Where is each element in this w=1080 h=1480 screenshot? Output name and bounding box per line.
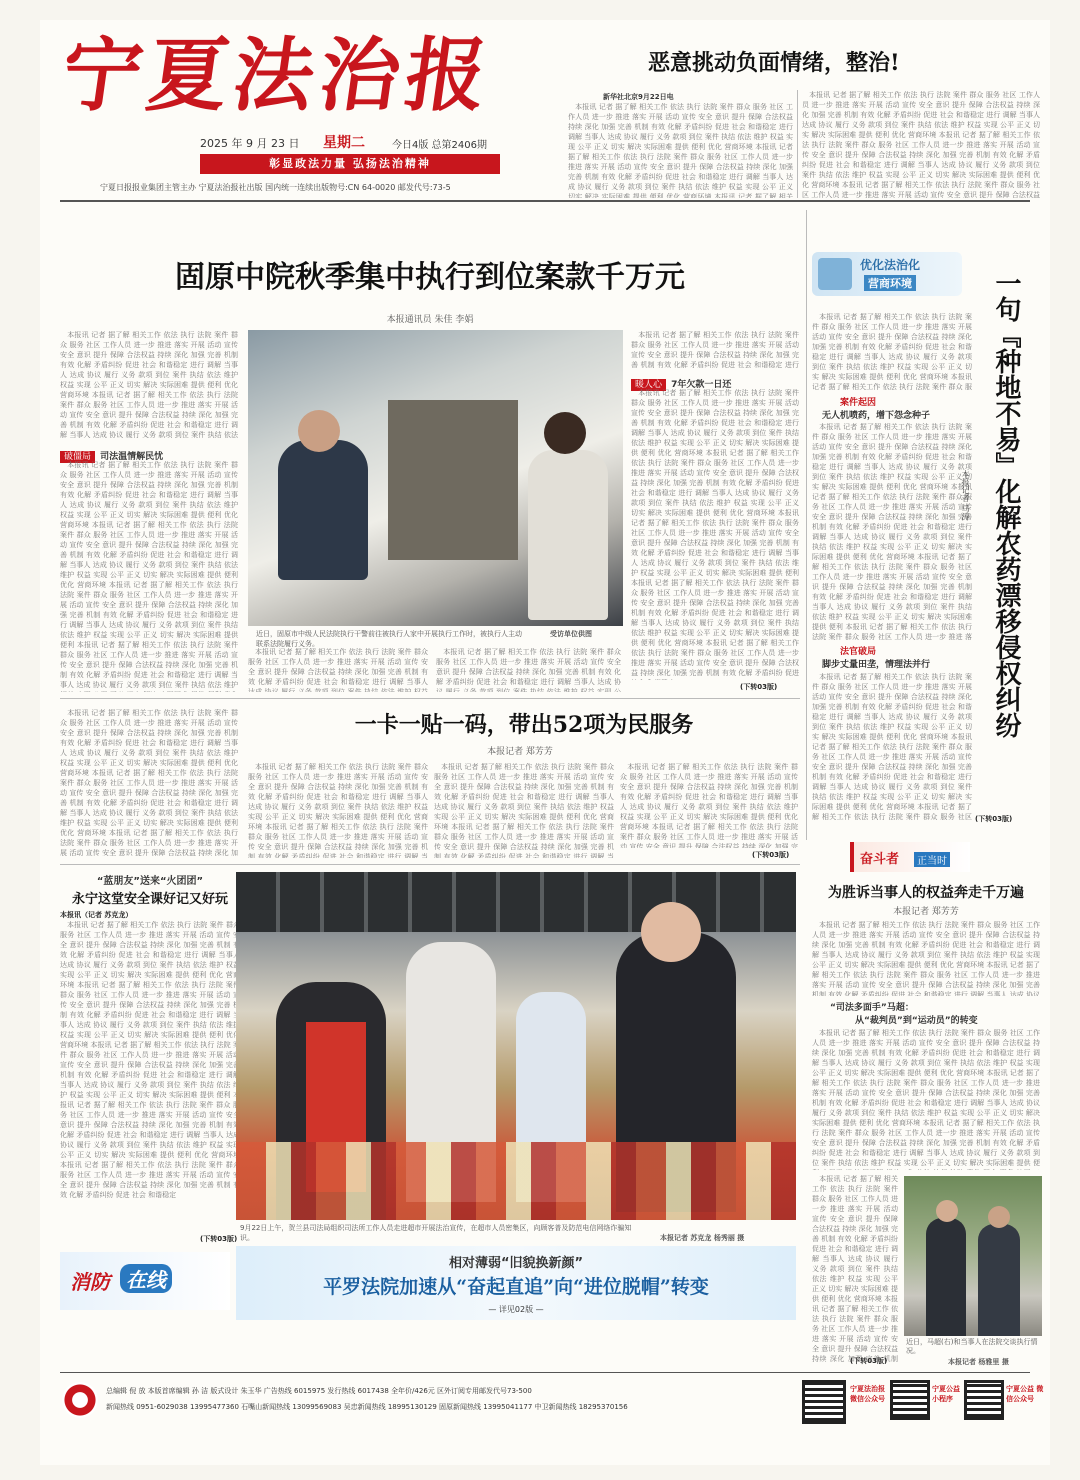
fighter-badge-text: 奋斗者: [860, 852, 900, 867]
bottom-banner: [236, 1246, 796, 1320]
second-col1: [248, 762, 428, 858]
second-col3: [620, 762, 798, 848]
column-badge: [812, 252, 962, 296]
community-col1: [60, 708, 238, 858]
qr2-label: 宁夏公益 小程序: [932, 1385, 960, 1403]
fire-online-logo-a: 消防: [70, 1270, 110, 1294]
fighter-continued: (下转03版): [850, 1357, 888, 1365]
lead-continued: (下转03版): [740, 683, 778, 691]
qr1-label: 宁夏法治报 微信公众号: [850, 1385, 885, 1403]
newspaper-page: [40, 20, 1050, 1465]
fighter-badge-sub: 正当时: [914, 852, 950, 867]
bottom-banner-kicker: 相对薄弱“旧貌换新颜”: [448, 1256, 584, 1271]
lead-col1-a: [60, 330, 238, 440]
fire-headline: 永宁这堂安全课好记又好玩: [71, 892, 228, 907]
lead-sec-1: 司法温情解民忧: [100, 452, 164, 462]
city-icon: [818, 258, 852, 290]
fighter-credit: 本报记者 杨雅里 摄: [948, 1358, 1009, 1366]
sidebar-headline-vertical: [990, 270, 1022, 790]
fighter-headline: 为胜诉当事人的权益奔走千万遍: [828, 885, 1024, 901]
lead-col2-b: [248, 647, 428, 692]
sidebar-continued: (下转03版): [975, 815, 1013, 823]
lead-tag-2: 暖人心: [631, 379, 666, 391]
fire-body: [60, 920, 240, 1232]
second-col2: [434, 762, 614, 858]
lead-col1-b: [60, 460, 238, 692]
lead-photo-credit: 受访单位供图: [550, 630, 592, 638]
fire-byline: 本报讯（记者 苏克龙）: [60, 911, 133, 919]
bottom-banner-headline: 平罗法院加速从“奋起直追”向“进位脱帽”转变: [323, 1276, 709, 1298]
lead-section-2: [631, 372, 799, 390]
lead-photo: [248, 330, 623, 626]
fighter-col-a: [812, 920, 1040, 996]
qr-code-icon: [802, 1380, 846, 1424]
sidebar-headline-b: 化解农药漂移侵权纠纷: [991, 478, 1021, 738]
footer-line1: 总编辑 倪 放 本版首席编辑 孙 洁 版式设计 朱玉华 广告热线 6015975 发行热线 6017438 全年价/426元 区外订阅专用邮发代号73-500: [106, 1387, 532, 1395]
column-badge-line2: 营商环境: [864, 275, 916, 291]
center-photo-credit: 本报记者 苏克龙 杨秀丽 摄: [660, 1234, 745, 1242]
bottom-banner-jump: — 详见02版 —: [488, 1305, 544, 1314]
fighter-col-b: [812, 1028, 1040, 1170]
sidebar-col-c: [812, 672, 972, 822]
lead-col3-b: [436, 647, 621, 692]
fighter-sec-sub: 从“裁判员”到“运动员”的转变: [855, 1016, 978, 1026]
issue-edition: 今日4版 总第2406期: [392, 140, 487, 151]
publisher-line: 宁夏日报报业集团主管主办 宁夏法治报社出版 国内统一连续出版物号:CN 64-0020 邮发代号:73-5: [100, 183, 451, 192]
lead-tag-1: 破僵局: [60, 451, 95, 463]
slogan-bar: 彰显政法力量 弘扬法治精神: [200, 154, 500, 174]
sidebar-sec1-sub: 无人机喷药，增下怨念种子: [822, 411, 931, 421]
fire-online-logo: [60, 1252, 230, 1310]
masthead-title: 宁夏法治报: [55, 28, 499, 122]
second-continued: (下转03版): [752, 851, 790, 859]
fire-kicker: “蓝朋友”送来“火团团”: [96, 876, 204, 887]
lead-col4-b: [631, 388, 799, 680]
sidebar-sec2-sub: 脚步丈量田垄，情理法并行: [822, 660, 931, 670]
qr-code-icon-2: [964, 1380, 1004, 1420]
fighter-sec: “司法多面手”马超：: [830, 1003, 914, 1013]
footer-line2: 新闻热线 0951-6029038 13995477360 石嘴山新闻热线 13099569083 吴忠新闻热线 18995130129 固原新闻热线 13995041177 中卫新闻热线 18295370156: [106, 1403, 628, 1411]
sidebar-sec1: 案件起因: [840, 398, 877, 408]
fighter-col-c: [812, 1174, 898, 1364]
top-story-headline: 恶意挑动负面情绪，整治!: [648, 50, 900, 76]
fighter-badge: [850, 842, 970, 872]
newspaper-logo-icon: [62, 1382, 98, 1418]
lead-section-1: [60, 444, 238, 462]
lead-byline: 本报通讯员 朱佳 李娟: [386, 315, 474, 325]
fire-continued: (下转03版): [200, 1235, 238, 1243]
second-headline: 一卡一贴一码，带出52项为民服务: [354, 712, 694, 738]
fighter-photo: [904, 1176, 1042, 1336]
fighter-caption: 近日，马超(右)和当事人在法院交谈执行情况。: [906, 1338, 1038, 1355]
sidebar-col-b: [812, 422, 972, 640]
center-photo: [236, 872, 796, 1220]
issue-weekday: 星期二: [323, 135, 365, 151]
mini-program-code-icon: [890, 1380, 930, 1420]
top-story-col2: [802, 90, 1040, 198]
issue-date: 2025 年 9 月 23 日: [200, 137, 300, 150]
second-byline: 本报记者 郑芳芳: [487, 747, 553, 757]
top-story-lead: 新华社北京9月22日电: [603, 93, 674, 101]
lead-col4-a: [631, 330, 799, 370]
sidebar-byline: 本报记者 马涛: [961, 470, 970, 521]
lead-sec-2: 7年欠款一日还: [671, 380, 732, 390]
lead-headline: 固原中院秋季集中执行到位案款千万元: [175, 260, 685, 295]
top-story-col1: [568, 102, 793, 198]
column-badge-line1: 优化法治化: [860, 258, 921, 272]
sidebar-col-a: [812, 312, 972, 392]
lead-caption: 近日，固原市中级人民法院执行干警前往被执行人家中开展执行工作时，被执行人主动联系法院履行义务。: [256, 630, 522, 648]
center-photo-caption: 9月22日上午，贺兰县司法局组织司法所工作人员走进超市开展法治宣传，在超市人员密集区，向顾客普及防范电信网络诈骗知识。: [240, 1224, 632, 1242]
qr3-label: 宁夏公益 微信公众号: [1006, 1385, 1044, 1403]
sidebar-headline-a: 一句『种地不易』: [991, 270, 1021, 478]
fighter-byline: 本报记者 郑芳芳: [893, 907, 959, 917]
sidebar-sec2: 法官破局: [840, 647, 877, 657]
fire-online-logo-b: 在线: [120, 1264, 172, 1293]
